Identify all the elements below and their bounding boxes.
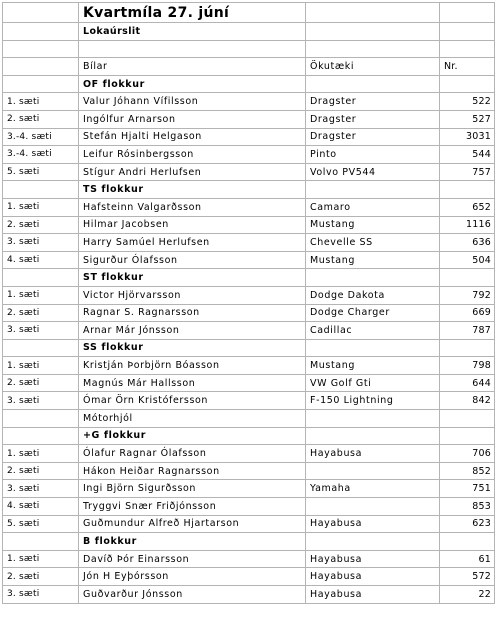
car-cell[interactable]: Dodge Charger bbox=[306, 304, 440, 322]
place-cell[interactable]: 3. sæti bbox=[3, 322, 79, 340]
car-cell[interactable] bbox=[306, 462, 440, 480]
header-row bbox=[3, 58, 495, 76]
document-subtitle[interactable]: Lokaúrslit bbox=[79, 23, 306, 41]
place-cell[interactable]: 1. sæti bbox=[3, 198, 79, 216]
name-cell[interactable]: Hafsteinn Valgarðsson bbox=[79, 198, 306, 216]
car-cell[interactable]: Hayabusa bbox=[306, 586, 440, 604]
place-cell[interactable] bbox=[3, 533, 79, 551]
cell[interactable] bbox=[3, 58, 79, 76]
place-cell[interactable]: 4. sæti bbox=[3, 498, 79, 516]
number-cell[interactable]: 751 bbox=[440, 480, 495, 498]
section-label[interactable]: B flokkur bbox=[79, 533, 306, 551]
cell[interactable] bbox=[79, 40, 306, 58]
car-cell[interactable]: Dragster bbox=[306, 93, 440, 111]
section-row bbox=[3, 181, 495, 199]
place-cell[interactable]: 2. sæti bbox=[3, 110, 79, 128]
name-cell[interactable]: Davíð Þór Einarsson bbox=[79, 550, 306, 568]
car-cell[interactable]: VW Golf Gti bbox=[306, 374, 440, 392]
name-cell[interactable]: Harry Samúel Herlufsen bbox=[79, 234, 306, 252]
section-row bbox=[3, 533, 495, 551]
header-drivers[interactable]: Ökutæki bbox=[306, 58, 440, 76]
number-cell[interactable]: 652 bbox=[440, 198, 495, 216]
section-row bbox=[3, 339, 495, 357]
number-cell[interactable]: 572 bbox=[440, 568, 495, 586]
number-cell[interactable]: 706 bbox=[440, 445, 495, 463]
car-cell[interactable] bbox=[306, 339, 440, 357]
cell[interactable] bbox=[306, 3, 440, 23]
car-cell[interactable]: Hayabusa bbox=[306, 445, 440, 463]
car-cell[interactable] bbox=[306, 498, 440, 516]
place-cell[interactable]: 2. sæti bbox=[3, 216, 79, 234]
results-table bbox=[2, 2, 495, 604]
table-row bbox=[3, 515, 495, 533]
number-cell[interactable]: 853 bbox=[440, 498, 495, 516]
place-cell[interactable]: 2. sæti bbox=[3, 568, 79, 586]
car-cell[interactable]: Cadillac bbox=[306, 322, 440, 340]
number-cell[interactable]: 852 bbox=[440, 462, 495, 480]
place-cell[interactable]: 3.-4. sæti bbox=[3, 146, 79, 164]
car-cell[interactable]: Mustang bbox=[306, 216, 440, 234]
car-cell[interactable] bbox=[306, 533, 440, 551]
car-cell[interactable] bbox=[306, 269, 440, 287]
number-cell[interactable]: 644 bbox=[440, 374, 495, 392]
number-cell[interactable]: 792 bbox=[440, 286, 495, 304]
number-cell[interactable] bbox=[440, 339, 495, 357]
number-cell[interactable] bbox=[440, 410, 495, 428]
number-cell[interactable] bbox=[440, 75, 495, 93]
name-cell[interactable]: Hilmar Jacobsen bbox=[79, 216, 306, 234]
number-cell[interactable]: 636 bbox=[440, 234, 495, 252]
name-cell[interactable]: Guðmundur Alfreð Hjartarson bbox=[79, 515, 306, 533]
number-cell[interactable]: 22 bbox=[440, 586, 495, 604]
place-cell[interactable] bbox=[3, 269, 79, 287]
table-row bbox=[3, 216, 495, 234]
place-cell[interactable]: 1. sæti bbox=[3, 93, 79, 111]
car-cell[interactable]: Dragster bbox=[306, 128, 440, 146]
name-cell[interactable]: Hákon Heiðar Ragnarsson bbox=[79, 462, 306, 480]
section-label[interactable]: OF flokkur bbox=[79, 75, 306, 93]
table-row bbox=[3, 357, 495, 375]
category-row bbox=[3, 410, 495, 428]
car-cell[interactable] bbox=[306, 181, 440, 199]
car-cell[interactable] bbox=[306, 427, 440, 445]
table-row bbox=[3, 568, 495, 586]
name-cell[interactable]: Ingi Björn Sigurðsson bbox=[79, 480, 306, 498]
name-cell[interactable]: Victor Hjörvarsson bbox=[79, 286, 306, 304]
place-cell[interactable]: 1. sæti bbox=[3, 550, 79, 568]
header-cars[interactable]: Bílar bbox=[79, 58, 306, 76]
number-cell[interactable]: 61 bbox=[440, 550, 495, 568]
number-cell[interactable]: 3031 bbox=[440, 128, 495, 146]
car-cell[interactable]: Dragster bbox=[306, 110, 440, 128]
number-cell[interactable]: 787 bbox=[440, 322, 495, 340]
name-cell[interactable]: Magnús Már Hallsson bbox=[79, 374, 306, 392]
table-row bbox=[3, 392, 495, 410]
place-cell[interactable] bbox=[3, 339, 79, 357]
results-table-body bbox=[3, 3, 495, 604]
number-cell[interactable]: 1116 bbox=[440, 216, 495, 234]
number-cell[interactable]: 757 bbox=[440, 163, 495, 181]
name-cell[interactable]: Tryggvi Snær Friðjónsson bbox=[79, 498, 306, 516]
table-row bbox=[3, 110, 495, 128]
table-row bbox=[3, 251, 495, 269]
car-cell[interactable]: Camaro bbox=[306, 198, 440, 216]
place-cell[interactable]: 2. sæti bbox=[3, 304, 79, 322]
car-cell[interactable]: Hayabusa bbox=[306, 568, 440, 586]
place-cell[interactable]: 3.-4. sæti bbox=[3, 128, 79, 146]
table-row bbox=[3, 93, 495, 111]
number-cell[interactable]: 522 bbox=[440, 93, 495, 111]
place-cell[interactable]: 1. sæti bbox=[3, 445, 79, 463]
table-row bbox=[3, 163, 495, 181]
section-label[interactable]: ST flokkur bbox=[79, 269, 306, 287]
name-cell[interactable]: Arnar Már Jónsson bbox=[79, 322, 306, 340]
name-cell[interactable]: Ómar Örn Kristófersson bbox=[79, 392, 306, 410]
place-cell[interactable]: 1. sæti bbox=[3, 286, 79, 304]
number-cell[interactable] bbox=[440, 533, 495, 551]
place-cell[interactable]: 1. sæti bbox=[3, 357, 79, 375]
cell[interactable] bbox=[440, 23, 495, 41]
number-cell[interactable] bbox=[440, 269, 495, 287]
section-row bbox=[3, 269, 495, 287]
name-cell[interactable]: Leifur Rósinbergsson bbox=[79, 146, 306, 164]
place-cell[interactable]: 4. sæti bbox=[3, 251, 79, 269]
cell[interactable] bbox=[3, 40, 79, 58]
table-row bbox=[3, 480, 495, 498]
table-row bbox=[3, 322, 495, 340]
number-cell[interactable]: 842 bbox=[440, 392, 495, 410]
number-cell[interactable] bbox=[440, 427, 495, 445]
table-row bbox=[3, 550, 495, 568]
car-cell[interactable]: Volvo PV544 bbox=[306, 163, 440, 181]
blank-row bbox=[3, 40, 495, 58]
name-cell[interactable]: Kristján Þorbjörn Bóasson bbox=[79, 357, 306, 375]
car-cell[interactable]: Hayabusa bbox=[306, 550, 440, 568]
cell[interactable] bbox=[3, 3, 79, 23]
table-row bbox=[3, 128, 495, 146]
number-cell[interactable]: 527 bbox=[440, 110, 495, 128]
number-cell[interactable]: 504 bbox=[440, 251, 495, 269]
section-label[interactable]: SS flokkur bbox=[79, 339, 306, 357]
place-cell[interactable] bbox=[3, 75, 79, 93]
name-cell[interactable]: Jón H Eyþórsson bbox=[79, 568, 306, 586]
name-cell[interactable]: Ingólfur Arnarson bbox=[79, 110, 306, 128]
cell[interactable] bbox=[440, 3, 495, 23]
place-cell[interactable]: 5. sæti bbox=[3, 515, 79, 533]
section-row bbox=[3, 427, 495, 445]
car-cell[interactable]: Dodge Dakota bbox=[306, 286, 440, 304]
header-number[interactable]: Nr. bbox=[440, 58, 495, 76]
table-row bbox=[3, 304, 495, 322]
place-cell[interactable]: 3. sæti bbox=[3, 234, 79, 252]
car-cell[interactable] bbox=[306, 410, 440, 428]
section-row bbox=[3, 75, 495, 93]
table-row bbox=[3, 462, 495, 480]
cell[interactable] bbox=[440, 40, 495, 58]
place-cell[interactable]: 2. sæti bbox=[3, 462, 79, 480]
name-cell[interactable]: Ólafur Ragnar Ólafsson bbox=[79, 445, 306, 463]
car-cell[interactable] bbox=[306, 75, 440, 93]
document-title[interactable]: Kvartmíla 27. júní bbox=[79, 3, 306, 23]
name-cell[interactable]: Sigurður Ólafsson bbox=[79, 251, 306, 269]
place-cell[interactable]: 3. sæti bbox=[3, 392, 79, 410]
subtitle-row bbox=[3, 23, 495, 41]
place-cell[interactable]: 5. sæti bbox=[3, 163, 79, 181]
place-cell[interactable]: 2. sæti bbox=[3, 374, 79, 392]
number-cell[interactable]: 544 bbox=[440, 146, 495, 164]
table-row bbox=[3, 498, 495, 516]
place-cell[interactable]: 3. sæti bbox=[3, 480, 79, 498]
table-row bbox=[3, 146, 495, 164]
cell[interactable] bbox=[306, 23, 440, 41]
place-cell[interactable] bbox=[3, 181, 79, 199]
car-cell[interactable]: Chevelle SS bbox=[306, 234, 440, 252]
car-cell[interactable]: Yamaha bbox=[306, 480, 440, 498]
section-label[interactable]: TS flokkur bbox=[79, 181, 306, 199]
table-row bbox=[3, 374, 495, 392]
table-row bbox=[3, 234, 495, 252]
cell[interactable] bbox=[306, 40, 440, 58]
table-row bbox=[3, 198, 495, 216]
name-cell[interactable]: Guðvarður Jónsson bbox=[79, 586, 306, 604]
number-cell[interactable] bbox=[440, 181, 495, 199]
name-cell[interactable]: Stígur Andri Herlufsen bbox=[79, 163, 306, 181]
place-cell[interactable] bbox=[3, 410, 79, 428]
car-cell[interactable]: F-150 Lightning bbox=[306, 392, 440, 410]
place-cell[interactable]: 3. sæti bbox=[3, 586, 79, 604]
name-cell[interactable]: Stefán Hjalti Helgason bbox=[79, 128, 306, 146]
number-cell[interactable]: 623 bbox=[440, 515, 495, 533]
number-cell[interactable]: 798 bbox=[440, 357, 495, 375]
car-cell[interactable]: Pinto bbox=[306, 146, 440, 164]
table-row bbox=[3, 286, 495, 304]
name-cell[interactable]: Ragnar S. Ragnarsson bbox=[79, 304, 306, 322]
section-label[interactable]: Mótorhjól bbox=[79, 410, 306, 428]
place-cell[interactable] bbox=[3, 427, 79, 445]
number-cell[interactable]: 669 bbox=[440, 304, 495, 322]
car-cell[interactable]: Mustang bbox=[306, 357, 440, 375]
title-row bbox=[3, 3, 495, 23]
table-row bbox=[3, 586, 495, 604]
name-cell[interactable]: Valur Jóhann Vífilsson bbox=[79, 93, 306, 111]
car-cell[interactable]: Mustang bbox=[306, 251, 440, 269]
car-cell[interactable]: Hayabusa bbox=[306, 515, 440, 533]
cell[interactable] bbox=[3, 23, 79, 41]
table-row bbox=[3, 445, 495, 463]
section-label[interactable]: +G flokkur bbox=[79, 427, 306, 445]
